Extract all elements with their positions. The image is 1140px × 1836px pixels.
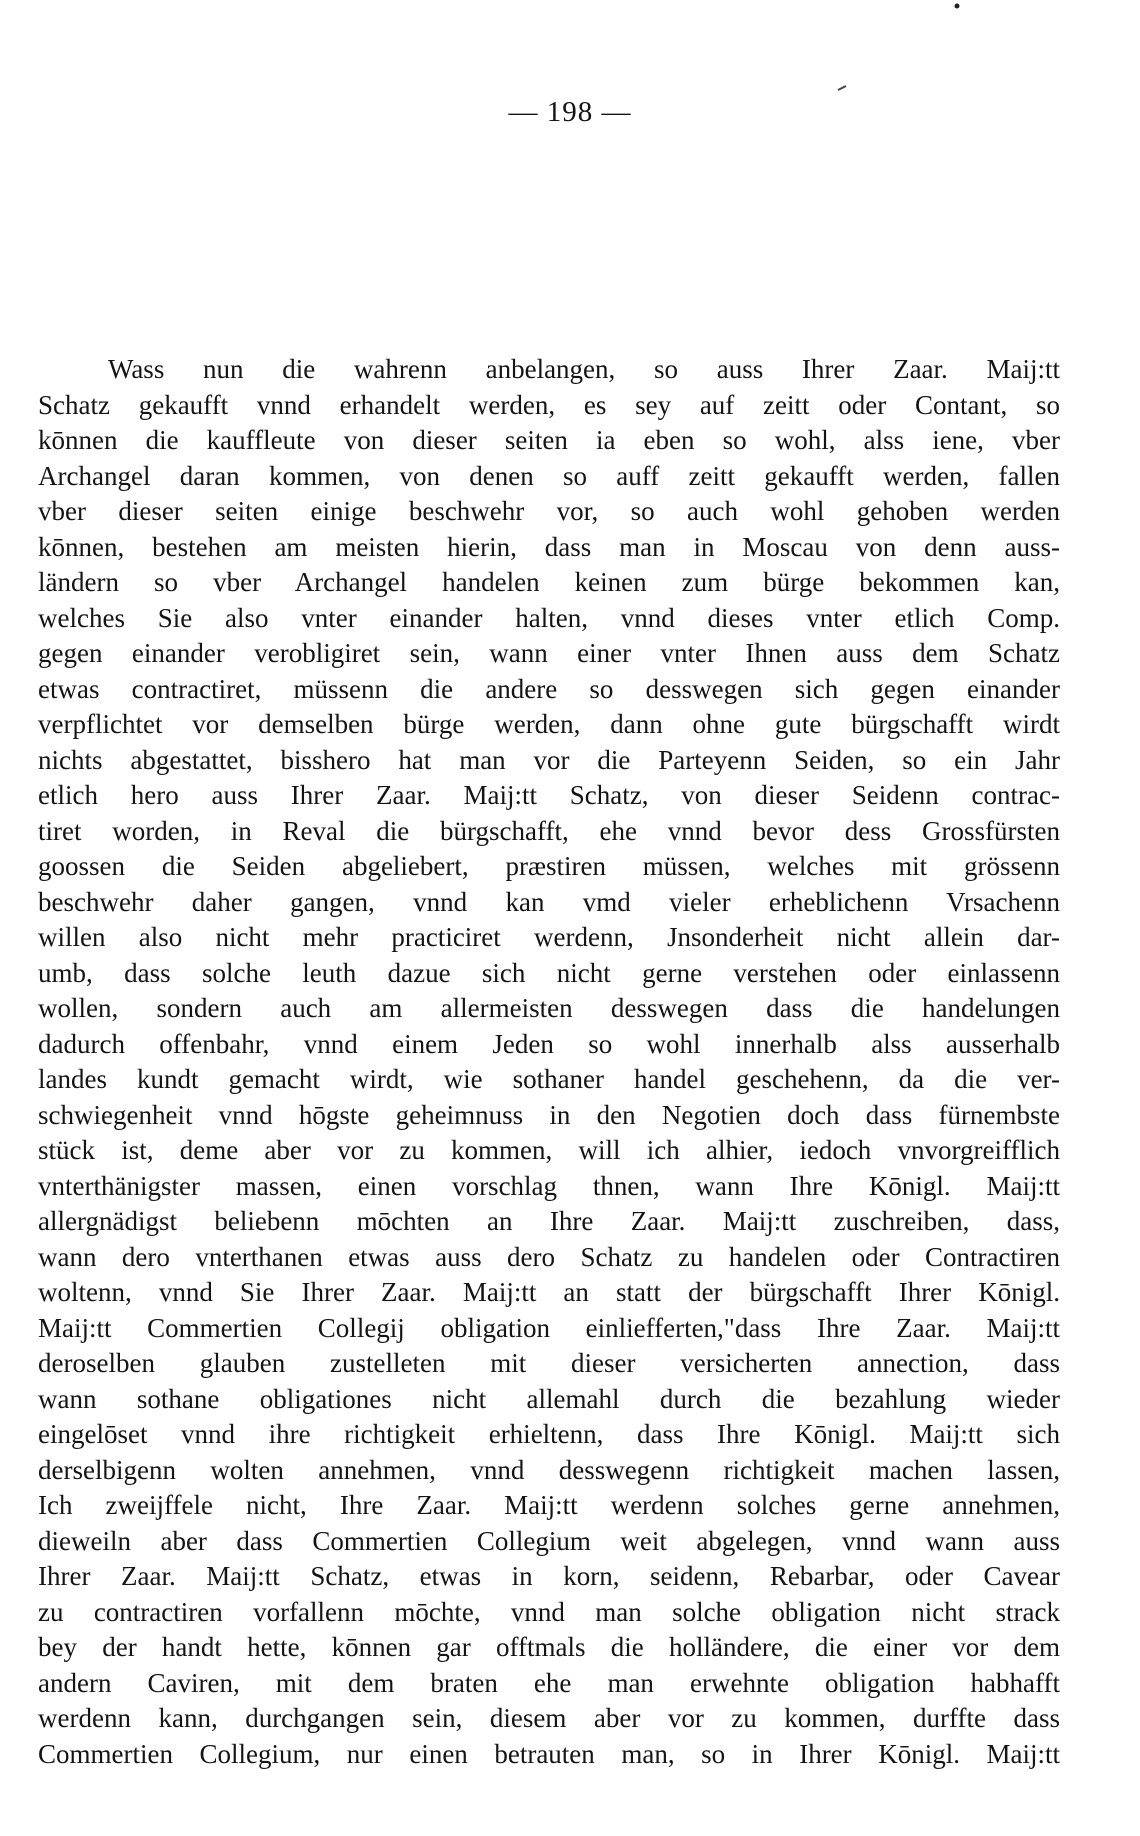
text-line: goossen die Seiden abgeliebert, præstiren müssen, welches mit grössenn bbox=[38, 851, 1060, 881]
page-number: — 198 — bbox=[508, 96, 632, 128]
text-line: allergnädigst beliebenn mōchten an Ihre Zaar. Maij:tt zuschreiben, dass, bbox=[38, 1206, 1060, 1236]
text-line: Archangel daran kommen, von denen so auff zeitt gekaufft werden, fallen bbox=[38, 460, 1060, 491]
text-line: gegen einander verobligiret sein, wann einer vnter Ihnen auss dem Schatz bbox=[38, 638, 1060, 668]
text-line: zu contractiren vorfallenn mōchte, vnnd man solche obligation nicht strack bbox=[38, 1596, 1060, 1627]
text-line: tiret worden, in Reval die bürgschafft, ehe vnnd bevor dess Grossfürsten bbox=[38, 815, 1060, 846]
text-line: deroselben glauben zustelleten mit dieser versicherten annection, dass bbox=[38, 1348, 1060, 1378]
text-line: Ihrer Zaar. Maij:tt Schatz, etwas in korn, seidenn, Rebarbar, oder Cavear bbox=[38, 1561, 1060, 1591]
text-line: Maij:tt Commertien Collegij obligation einliefferten,"dass Ihre Zaar. Maij:tt bbox=[38, 1312, 1060, 1343]
text-line: welches Sie also vnter einander halten, vnnd dieses vnter etlich Comp. bbox=[38, 602, 1060, 633]
text-line: dadurch offenbahr, vnnd einem Jeden so wohl innerhalb alss ausserhalb bbox=[38, 1028, 1060, 1059]
text-line: wann sothane obligationes nicht allemahl durch die bezahlung wieder bbox=[38, 1383, 1060, 1414]
text-line: kōnnen die kauffleute von dieser seiten ia eben so wohl, alss iene, vber bbox=[38, 425, 1060, 455]
text-line: schwiegenheit vnnd hōgste geheimnuss in den Negotien doch dass fürnembste bbox=[38, 1099, 1060, 1130]
text-line: umb, dass solche leuth dazue sich nicht gerne verstehen oder einlassenn bbox=[38, 957, 1060, 988]
text-line: landes kundt gemacht wirdt, wie sothaner handel geschehenn, da die ver- bbox=[38, 1064, 1060, 1094]
text-line: etwas contractiret, müssenn die andere so desswegen sich gegen einander bbox=[38, 673, 1060, 704]
scan-speck bbox=[955, 4, 960, 9]
text-line: werdenn kann, durchgangen sein, diesem aber vor zu kommen, durffte dass bbox=[38, 1703, 1060, 1733]
body-text bbox=[38, 352, 1060, 1772]
text-line: vnterthänigster massen, einen vorschlag thnen, wann Ihre Kōnigl. Maij:tt bbox=[38, 1170, 1060, 1201]
text-line: willen also nicht mehr practiciret werdenn, Jnsonderheit nicht allein dar- bbox=[38, 922, 1060, 952]
text-line: eingelōset vnnd ihre richtigkeit erhieltenn, dass Ihre Kōnigl. Maij:tt sich bbox=[38, 1419, 1060, 1449]
text-line: derselbigenn wolten annehmen, vnnd desswegenn richtigkeit machen lassen, bbox=[38, 1454, 1060, 1485]
text-line: Schatz gekaufft vnnd erhandelt werden, es sey auf zeitt oder Contant, so bbox=[38, 389, 1060, 420]
text-line: bey der handt hette, kōnnen gar offtmals die holländere, die einer vor dem bbox=[38, 1632, 1060, 1662]
text-line: etlich hero auss Ihrer Zaar. Maij:tt Schatz, von dieser Seidenn contrac- bbox=[38, 780, 1060, 810]
text-line: vber dieser seiten einige beschwehr vor, so auch wohl gehoben werden bbox=[38, 496, 1060, 526]
text-line: stück ist, deme aber vor zu kommen, will ich alhier, iedoch vnvorgreifflich bbox=[38, 1135, 1060, 1165]
text-line: nichts abgestattet, bisshero hat man vor die Parteyenn Seiden, so ein Jahr bbox=[38, 744, 1060, 775]
text-line: wollen, sondern auch am allermeisten desswegen dass die handelungen bbox=[38, 993, 1060, 1023]
text-line: dieweiln aber dass Commertien Collegium weit abgelegen, vnnd wann auss bbox=[38, 1525, 1060, 1556]
text-line: verpflichtet vor demselben bürge werden, dann ohne gute bürgschafft wirdt bbox=[38, 709, 1060, 739]
text-line: beschwehr daher gangen, vnnd kan vmd vieler erheblichenn Vrsachenn bbox=[38, 886, 1060, 917]
text-line: andern Caviren, mit dem braten ehe man erwehnte obligation habhafft bbox=[38, 1667, 1060, 1698]
text-line: woltenn, vnnd Sie Ihrer Zaar. Maij:tt an statt der bürgschafft Ihrer Kōnigl. bbox=[38, 1277, 1060, 1307]
text-line: ländern so vber Archangel handelen keinen zum bürge bekommen kan, bbox=[38, 567, 1060, 597]
text-line: kōnnen, bestehen am meisten hierin, dass man in Moscau von denn auss- bbox=[38, 531, 1060, 562]
scan-speck bbox=[838, 86, 846, 90]
text-line: Ich zweijffele nicht, Ihre Zaar. Maij:tt werdenn solches gerne annehmen, bbox=[38, 1490, 1060, 1520]
text-line: wann dero vnterthanen etwas auss dero Schatz zu handelen oder Contractiren bbox=[38, 1241, 1060, 1272]
text-line: Wass nun die wahrenn anbelangen, so auss Ihrer Zaar. Maij:tt bbox=[108, 354, 1060, 384]
text-line: Commertien Collegium, nur einen betrauten man, so in Ihrer Kōnigl. Maij:tt bbox=[38, 1738, 1060, 1769]
